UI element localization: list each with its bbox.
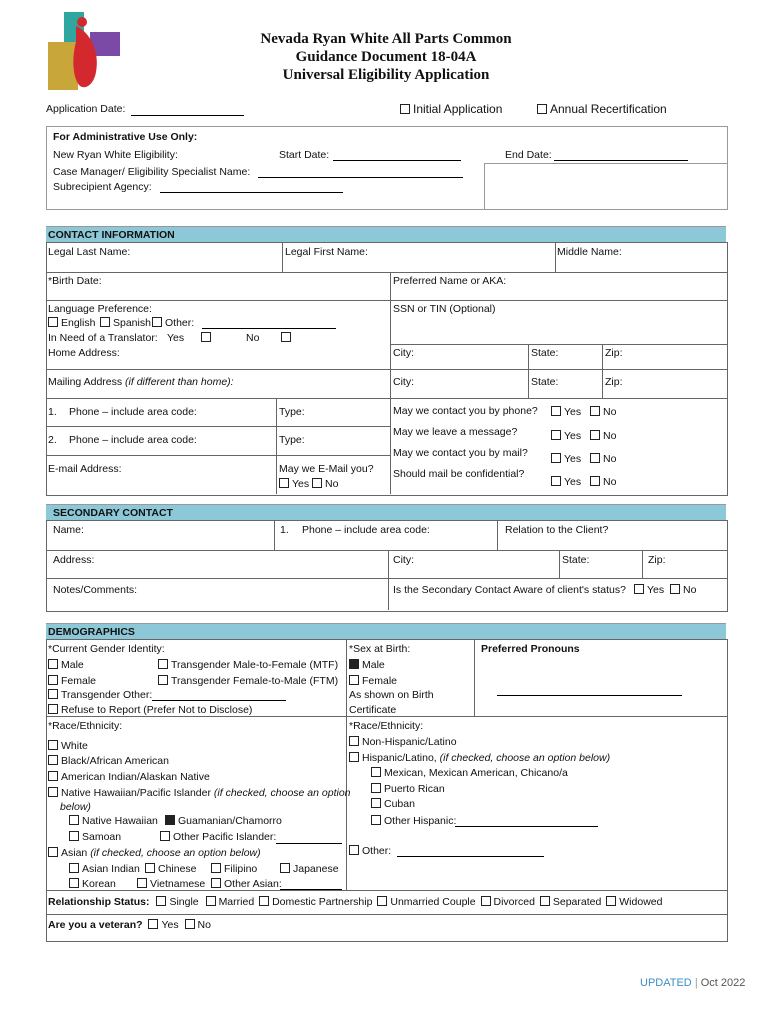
translator-yes-label: Yes (167, 332, 185, 344)
mexican-checkbox[interactable] (371, 767, 381, 777)
mail-confidential-question: Should mail be confidential? (393, 468, 525, 480)
asian-note: (if checked, choose an option below) (90, 847, 261, 859)
phone-no-label: No (603, 406, 617, 418)
initial-application-checkbox[interactable] (400, 104, 410, 114)
aware-yes-label: Yes (647, 584, 665, 596)
demographics-section-heading: DEMOGRAPHICS (48, 626, 135, 638)
phone1-label: Phone – include area code: (69, 406, 197, 418)
white-checkbox[interactable] (48, 740, 58, 750)
email-label: E-mail Address: (48, 463, 122, 475)
sab-male-label: Male (362, 659, 385, 671)
phone-no-checkbox[interactable] (590, 406, 600, 416)
korean-checkbox[interactable] (69, 878, 79, 888)
phone-yes-checkbox[interactable] (551, 406, 561, 416)
divorced-label: Divorced (493, 896, 535, 908)
other-race-label: Other: (362, 845, 392, 857)
race-left-label: *Race/Ethnicity: (48, 720, 123, 732)
chinese-checkbox[interactable] (145, 863, 155, 873)
single-label: Single (169, 896, 199, 908)
other-race-field[interactable] (397, 856, 544, 857)
mail-no-checkbox[interactable] (590, 453, 600, 463)
nhpi-label: Native Hawaiian/Pacific Islander (61, 787, 211, 799)
secondary-section-heading: SECONDARY CONTACT (53, 507, 173, 519)
birth-date-label: *Birth Date: (48, 275, 102, 287)
language-pref-label: Language Preference: (48, 303, 152, 315)
phone-yes-label: Yes (564, 406, 582, 418)
filipino-label: Filipino (224, 863, 258, 875)
english-label: English (61, 317, 96, 329)
native-hawaiian-checkbox[interactable] (69, 815, 79, 825)
black-checkbox[interactable] (48, 755, 58, 765)
secondary-name-label: Name: (53, 524, 84, 536)
guamanian-label: Guamanian/Chamorro (178, 815, 282, 827)
other-asian-label: Other Asian: (224, 878, 282, 890)
unmarried-checkbox[interactable] (377, 896, 387, 906)
spanish-checkbox[interactable] (100, 317, 110, 327)
secondary-state-label: State: (562, 554, 590, 566)
contact-mail-question: May we contact you by mail? (393, 447, 528, 459)
hispanic-note: (if checked, choose an option below) (439, 752, 611, 764)
logo-red-head (77, 17, 87, 27)
non-hispanic-checkbox[interactable] (349, 736, 359, 746)
trans-other-field[interactable] (152, 700, 286, 701)
sex-at-birth-label: *Sex at Birth: (349, 643, 411, 655)
mailing-zip-label: Zip: (605, 376, 623, 388)
end-date-label: End Date: (505, 149, 552, 161)
confidential-no-checkbox[interactable] (590, 476, 600, 486)
case-manager-label: Case Manager/ Eligibility Specialist Name: (53, 166, 251, 178)
trans-other-label: Transgender Other: (61, 689, 153, 701)
domestic-label: Domestic Partnership (272, 896, 373, 908)
application-date-label: Application Date: (46, 103, 126, 115)
nhpi-note: (if checked, choose an option (213, 787, 351, 799)
translator-no-label: No (246, 332, 260, 344)
single-checkbox[interactable] (156, 896, 166, 906)
mailing-address-label: Mailing Address (48, 376, 123, 388)
leave-message-question: May we leave a message? (393, 426, 518, 438)
chinese-label: Chinese (158, 863, 197, 875)
other-hispanic-checkbox[interactable] (371, 815, 381, 825)
mail-yes-checkbox[interactable] (551, 453, 561, 463)
email-yes-checkbox[interactable] (279, 478, 289, 488)
other-language-label: Other: (165, 317, 195, 329)
mail-yes-label: Yes (564, 453, 582, 465)
message-no-label: No (603, 430, 617, 442)
other-asian-field[interactable] (280, 889, 342, 890)
translator-yes-checkbox[interactable] (201, 332, 211, 342)
secondary-city-label: City: (393, 554, 414, 566)
aware-no-label: No (683, 584, 697, 596)
filipino-checkbox[interactable] (211, 863, 221, 873)
secondary-address-label: Address: (53, 554, 95, 566)
trans-ftm-checkbox[interactable] (158, 675, 168, 685)
secondary-zip-label: Zip: (648, 554, 666, 566)
hispanic-checkbox[interactable] (349, 752, 359, 762)
other-hispanic-label: Other Hispanic: (384, 815, 457, 827)
certificate-label: Certificate (349, 704, 397, 716)
veteran-label: Are you a veteran? (48, 919, 143, 931)
mailing-state-label: State: (531, 376, 559, 388)
non-hispanic-label: Non-Hispanic/Latino (362, 736, 457, 748)
veteran-no-label: No (197, 919, 211, 931)
email-no-checkbox[interactable] (312, 478, 322, 488)
notes-label: Notes/Comments: (53, 584, 138, 596)
black-label: Black/African American (61, 755, 169, 767)
preferred-name-label: Preferred Name or AKA: (393, 275, 507, 287)
english-checkbox[interactable] (48, 317, 58, 327)
new-rw-eligibility-label: New Ryan White Eligibility: (53, 149, 178, 161)
gender-identity-label: *Current Gender Identity: (48, 643, 165, 655)
divorced-checkbox[interactable] (481, 896, 491, 906)
form-title-line2: Guidance Document 18-04A (295, 49, 477, 65)
samoan-label: Samoan (82, 831, 122, 843)
phone1-number: 1. (48, 406, 57, 418)
pronouns-label: Preferred Pronouns (481, 643, 580, 655)
gender-male-label: Male (61, 659, 84, 671)
refuse-label: Refuse to Report (Prefer Not to Disclose) (61, 704, 253, 716)
married-label: Married (218, 896, 255, 908)
cuban-label: Cuban (384, 798, 415, 810)
race-right-label: *Race/Ethnicity: (349, 720, 424, 732)
trans-mtf-checkbox[interactable] (158, 659, 168, 669)
aware-question: Is the Secondary Contact Aware of client's status? (393, 584, 626, 596)
message-yes-label: Yes (564, 430, 582, 442)
nhpi-note-below: below) (60, 801, 91, 813)
american-indian-checkbox[interactable] (48, 771, 58, 781)
sab-male-checkbox[interactable] (349, 659, 359, 669)
aware-yes-checkbox[interactable] (634, 584, 644, 594)
initial-application-label: Initial Application (413, 102, 503, 116)
japanese-label: Japanese (293, 863, 339, 875)
asian-indian-label: Asian Indian (82, 863, 140, 875)
other-hispanic-field[interactable] (455, 826, 598, 827)
message-yes-checkbox[interactable] (551, 430, 561, 440)
separated-label: Separated (552, 896, 602, 908)
relation-label: Relation to the Client? (505, 524, 609, 536)
other-pi-checkbox[interactable] (160, 831, 170, 841)
phone2-number: 2. (48, 434, 57, 446)
korean-label: Korean (82, 878, 116, 890)
vietnamese-label: Vietnamese (150, 878, 206, 890)
subrecipient-label: Subrecipient Agency: (53, 181, 152, 193)
phone2-type-label: Type: (279, 434, 305, 446)
contact-phone-question: May we contact you by phone? (393, 405, 538, 417)
translator-label: In Need of a Translator: (48, 332, 158, 344)
application-date-field[interactable] (131, 115, 244, 116)
footer-updated: UPDATED (640, 977, 692, 989)
demographics-section-band (46, 623, 726, 640)
veteran-yes-checkbox[interactable] (148, 919, 158, 929)
gender-female-label: Female (61, 675, 97, 687)
footer-date: Oct 2022 (700, 977, 746, 989)
sab-female-label: Female (362, 675, 398, 687)
married-checkbox[interactable] (206, 896, 216, 906)
other-asian-checkbox[interactable] (211, 878, 221, 888)
asian-label: Asian (61, 847, 88, 859)
other-language-field[interactable] (202, 328, 336, 329)
secondary-phone-label: Phone – include area code: (302, 524, 430, 536)
japanese-checkbox[interactable] (280, 863, 290, 873)
footer-separator: | (694, 977, 698, 989)
puerto-rican-label: Puerto Rican (384, 783, 445, 795)
white-label: White (61, 740, 88, 752)
gender-male-checkbox[interactable] (48, 659, 58, 669)
mailing-address-note: (if different than home): (125, 376, 234, 388)
annual-recert-checkbox[interactable] (537, 104, 547, 114)
relationship-label: Relationship Status: (48, 896, 150, 908)
confidential-yes-checkbox[interactable] (551, 476, 561, 486)
confidential-no-label: No (603, 476, 617, 488)
veteran-yes-label: Yes (161, 919, 179, 931)
samoan-checkbox[interactable] (69, 831, 79, 841)
form-title-line1: Nevada Ryan White All Parts Common (260, 31, 512, 47)
american-indian-label: American Indian/Alaskan Native (61, 771, 210, 783)
pronouns-field[interactable] (497, 695, 682, 696)
sab-female-checkbox[interactable] (349, 675, 359, 685)
native-hawaiian-label: Native Hawaiian (82, 815, 158, 827)
email-yes-label: Yes (292, 478, 310, 490)
admin-heading: For Administrative Use Only: (53, 131, 198, 143)
home-state-label: State: (531, 347, 559, 359)
email-no-label: No (325, 478, 339, 490)
phone2-label: Phone – include area code: (69, 434, 197, 446)
home-zip-label: Zip: (605, 347, 623, 359)
other-race-checkbox[interactable] (349, 845, 359, 855)
cuban-checkbox[interactable] (371, 798, 381, 808)
trans-ftm-label: Transgender Female-to-Male (FTM) (171, 675, 339, 687)
mailing-city-label: City: (393, 376, 414, 388)
trans-mtf-label: Transgender Male-to-Female (MTF) (171, 659, 339, 671)
nhpi-checkbox[interactable] (48, 787, 58, 797)
unmarried-label: Unmarried Couple (390, 896, 476, 908)
home-address-label: Home Address: (48, 347, 120, 359)
ssn-label: SSN or TIN (Optional) (393, 303, 496, 315)
spanish-label: Spanish (113, 317, 151, 329)
home-city-label: City: (393, 347, 414, 359)
mail-no-label: No (603, 453, 617, 465)
asian-indian-checkbox[interactable] (69, 863, 79, 873)
legal-first-name-label: Legal First Name: (285, 246, 368, 258)
separated-checkbox[interactable] (540, 896, 550, 906)
mexican-label: Mexican, Mexican American, Chicano/a (384, 767, 568, 779)
refuse-checkbox[interactable] (48, 704, 58, 714)
other-pi-label: Other Pacific Islander: (173, 831, 277, 843)
guamanian-checkbox[interactable] (165, 815, 175, 825)
translator-no-checkbox[interactable] (281, 332, 291, 342)
widowed-label: Widowed (619, 896, 663, 908)
organization-logo (46, 12, 122, 92)
form-title-line3: Universal Eligibility Application (282, 67, 490, 83)
secondary-phone-number: 1. (280, 524, 289, 536)
confidential-yes-label: Yes (564, 476, 582, 488)
phone1-type-label: Type: (279, 406, 305, 418)
puerto-rican-checkbox[interactable] (371, 783, 381, 793)
trans-other-checkbox[interactable] (48, 689, 58, 699)
hispanic-label: Hispanic/Latino, (362, 752, 437, 764)
other-language-checkbox[interactable] (152, 317, 162, 327)
contact-section-heading: CONTACT INFORMATION (48, 229, 175, 241)
may-email-label: May we E-Mail you? (279, 463, 374, 475)
start-date-field[interactable] (333, 160, 461, 161)
message-no-checkbox[interactable] (590, 430, 600, 440)
middle-name-label: Middle Name: (557, 246, 622, 258)
start-date-label: Start Date: (279, 149, 330, 161)
as-shown-label: As shown on Birth (349, 689, 434, 701)
vietnamese-checkbox[interactable] (137, 878, 147, 888)
widowed-checkbox[interactable] (606, 896, 616, 906)
domestic-checkbox[interactable] (259, 896, 269, 906)
end-date-field[interactable] (554, 160, 688, 161)
asian-checkbox[interactable] (48, 847, 58, 857)
gender-female-checkbox[interactable] (48, 675, 58, 685)
legal-last-name-label: Legal Last Name: (48, 246, 131, 258)
annual-recert-label: Annual Recertification (550, 102, 667, 116)
subrecipient-field[interactable] (160, 192, 343, 193)
case-manager-field[interactable] (258, 177, 463, 178)
other-pi-field[interactable] (276, 843, 342, 844)
aware-no-checkbox[interactable] (670, 584, 680, 594)
veteran-no-checkbox[interactable] (185, 919, 195, 929)
